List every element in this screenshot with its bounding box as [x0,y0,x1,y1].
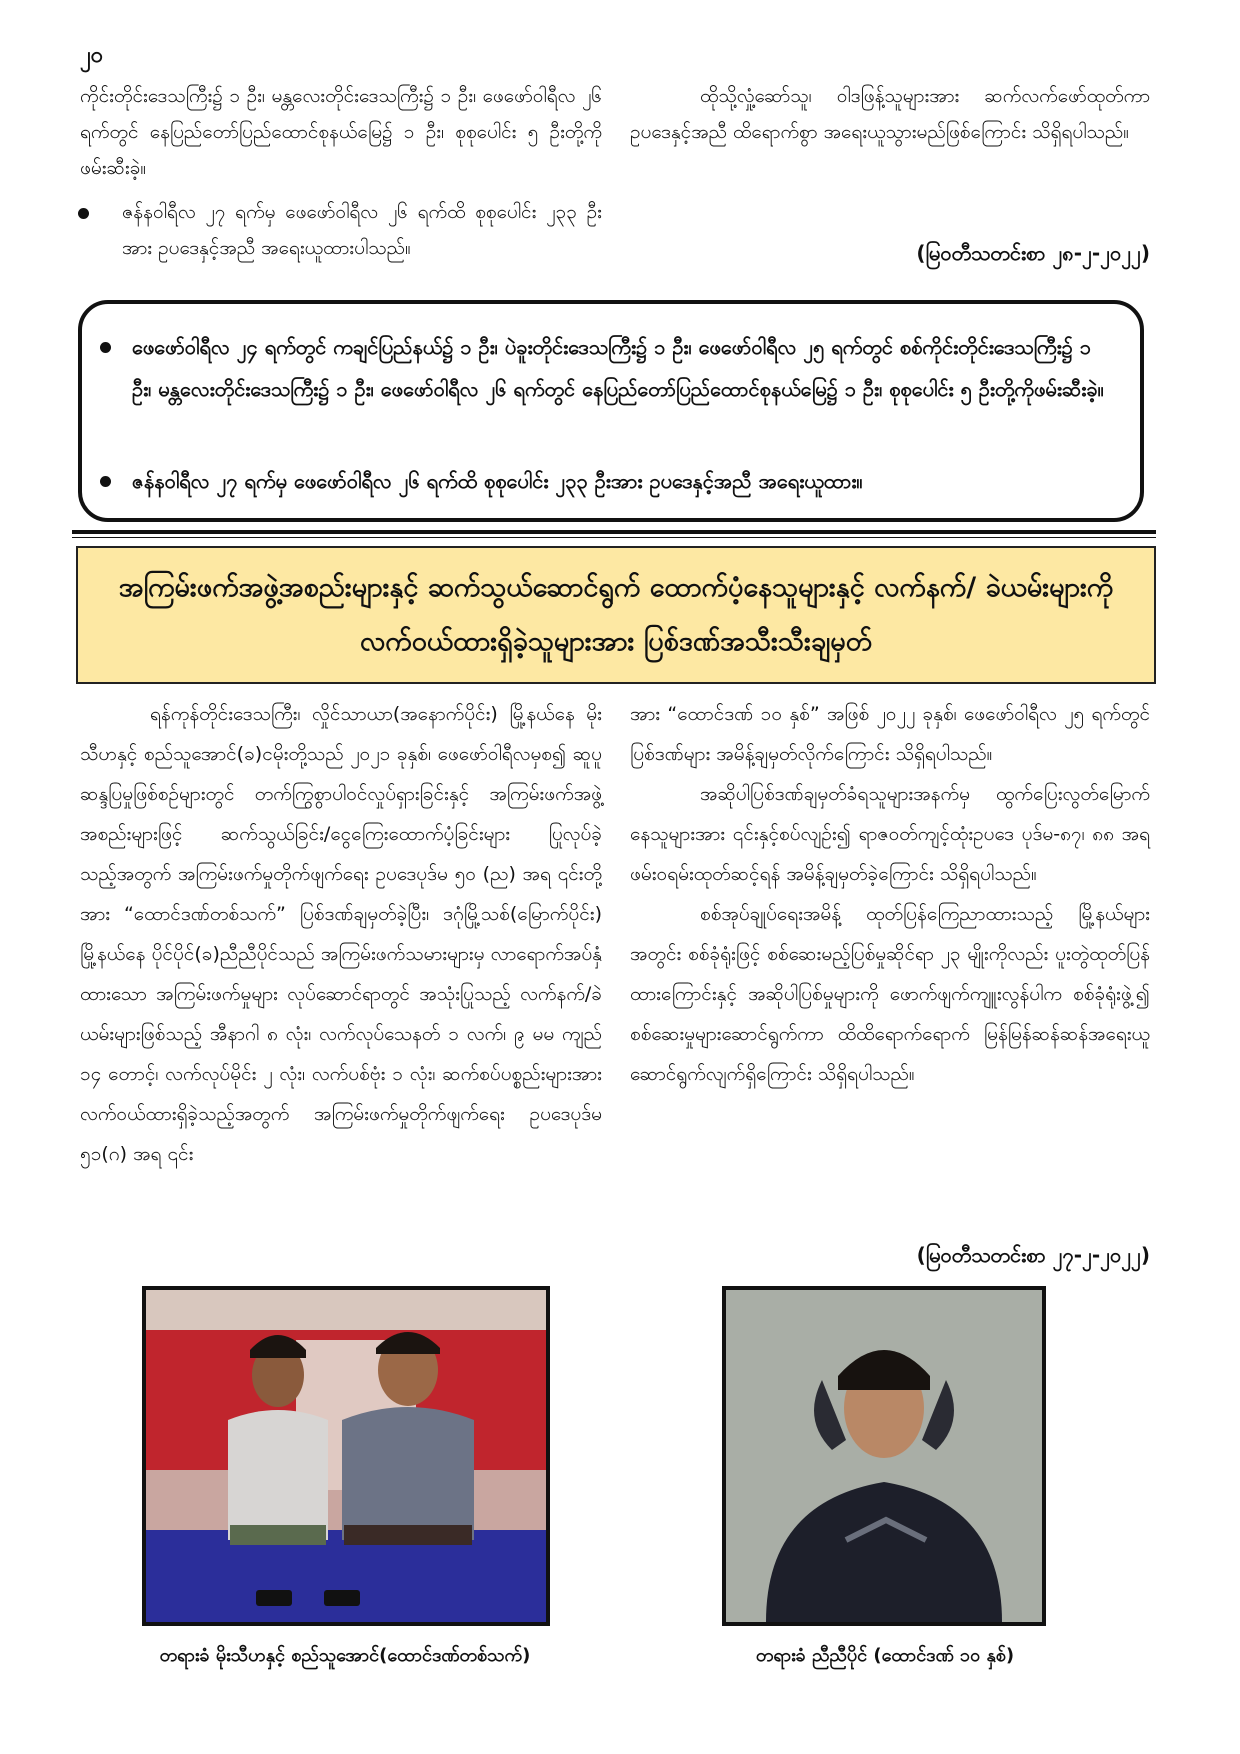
summary-box [78,300,1144,522]
top-left-bullet-text: ဇန်နဝါရီလ ၂၇ ရက်မှ ဖေဖော်ဝါရီလ ၂၆ ရက်ထိ စုစုပေါင်း ၂၃၃ ဦးအား ဥပဒေနှင့်အညီ အရေးယူထားပါသည်။ [122,201,602,259]
summary-bullet-1-text: ဖေဖော်ဝါရီလ ၂၄ ရက်တွင် ကချင်ပြည်နယ်၌ ၁ ဦး၊ ပဲခူးတိုင်းဒေသကြီး၌ ၁ ဦး၊ ဖေဖော်ဝါရီလ ၂၅ ရက်တွင် စစ်ကိုင်းတိုင်းဒေသကြီး၌ ၁ ဦး၊ မန္တလေးတိုင်းဒေသကြီး၌ ၁ ဦး၊ ဖေဖော်ဝါရီလ ၂၆ ရက်တွင် နေပြည်တော်ပြည်ထောင်စုနယ်မြေ၌ ၁ ဦး၊ စုစုပေါင်း ၅ ဦးတို့ကိုဖမ်းဆီးခဲ့။ [132,335,1104,401]
caption-left: တရားခံ မိုးသီဟနှင့် စည်သူအောင်(ထောင်ဒဏ်တစ်သက်) [159,1645,531,1666]
bullet-dot [100,476,111,487]
top-right-paragraph: ထိုသို့လှုံ့ဆော်သူ၊ ဝါဒဖြန့်သူများအား ဆက်လက်ဖော်ထုတ်ကာ ဥပဒေနှင့်အညီ ထိရောက်စွာ အရေးယူသွားမည်ဖြစ်ကြောင်း သိရှိရပါသည်။ [630,85,1150,143]
article-left-text: ရန်ကုန်တိုင်းဒေသကြီး၊ လှိုင်သာယာ(အနောက်ပိုင်း) မြို့နယ်နေ မိုးသီဟနှင့် စည်သူအောင်(ခ)ငမိုးတို့သည် ၂၀၂၁ ခုနှစ်၊ ဖေဖော်ဝါရီလမှစ၍ ဆူပူဆန္ဒပြမှုဖြစ်စဉ်များတွင် တက်ကြွစွာပါဝင်လှုပ်ရှားခြင်းနှင့် အကြမ်းဖက်အဖွဲ့အစည်းများဖြင့် ဆက်သွယ်ခြင်း/ငွေကြေးထောက်ပံ့ခြင်းများ ပြုလုပ်ခဲ့သည့်အတွက် အကြမ်းဖက်မှုတိုက်ဖျက်ရေး ဥပဒေပုဒ်မ ၅၀ (ည) အရ ၎င်းတို့အား “ထောင်ဒဏ်တစ်သက်” ပြစ်ဒဏ်ချမှတ်ခဲ့ပြီး၊ ဒဂုံမြို့သစ်(မြောက်ပိုင်း) မြို့နယ်နေ ပိုင်ပိုင်(ခ)ညီညီပိုင်သည် အကြမ်းဖက်သမားများမှ လာရောက်အပ်နှံထားသော အကြမ်းဖက်မှုများ လုပ်ဆောင်ရာတွင် အသုံးပြုသည့် လက်နက်/ခဲယမ်းများဖြစ်သည့် အီနာဂါ ၈ လုံး၊ လက်လုပ်သေနတ် ၁ လက်၊ ၉ မမ ကျည် ၁၄ တောင့်၊ လက်လုပ်မိုင်း ၂ လုံး၊ လက်ပစ်ဗုံး ၁ လုံး၊ ဆက်စပ်ပစ္စည်းများအား လက်ဝယ်ထားရှိခဲ့သည့်အတွက် အကြမ်းဖက်မှုတိုက်ဖျက်ရေး ဥပဒေပုဒ်မ ၅၁(ဂ) အရ ၎င်း [80,703,602,1165]
photo-defendant-illustration [726,1290,1042,1622]
divider-thick [72,530,1156,534]
top-left-paragraph: ကိုင်းတိုင်းဒေသကြီး၌ ၁ ဦး၊ မန္တလေးတိုင်းဒေသကြီး၌ ၁ ဦး၊ ဖေဖော်ဝါရီလ ၂၆ ရက်တွင် နေပြည်တော်ပြည်ထောင်စုနယ်မြေ၌ ၁ ဦး၊ စုစုပေါင်း ၅ ဦးတို့ကိုဖမ်းဆီးခဲ့။ [80,85,602,179]
bullet-dot [100,342,111,353]
top-source: (မြဝတီသတင်းစာ ၂၈-၂-၂၀၂၂) [916,241,1150,265]
summary-bullet-2-text: ဇန်နဝါရီလ ၂၇ ရက်မှ ဖေဖော်ဝါရီလ ၂၆ ရက်ထိ စုစုပေါင်း ၂၃၃ ဦးအား ဥပဒေနှင့်အညီ အရေးယူထား။ [132,469,863,493]
article-right-para-1: အား “ထောင်ဒဏ် ၁၀ နှစ်” အဖြစ် ၂၀၂၂ ခုနှစ်၊ ဖေဖော်ဝါရီလ ၂၅ ရက်တွင် ပြစ်ဒဏ်များ အမိန့်ချမှတ်လိုက်ကြောင်း သိရှိရပါသည်။ [630,703,1150,765]
photo-defendant [722,1286,1046,1626]
article-left-column [80,694,602,1174]
divider-thin [72,537,1156,538]
bullet-dot [78,208,89,219]
photo-two-defendants-illustration [146,1290,546,1622]
article-right-para-3: စစ်အုပ်ချုပ်ရေးအမိန့် ထုတ်ပြန်ကြေညာထားသည့် မြို့နယ်များအတွင်း စစ်ခုံရုံးဖြင့် စစ်ဆေးမည့်ပြစ်မှုဆိုင်ရာ ၂၃ မျိုးကိုလည်း ပူးတွဲထုတ်ပြန်ထားကြောင်းနှင့် အဆိုပါပြစ်မှုများကို ဖောက်ဖျက်ကျူးလွန်ပါက စစ်ခုံရုံးဖွဲ့၍ စစ်ဆေးမှုများဆောင်ရွက်ကာ ထိထိရောက်ရောက် မြန်မြန်ဆန်ဆန်အရေးယူဆောင်ရွက်လျက်ရှိကြောင်း သိရှိရပါသည်။ [630,903,1150,1085]
summary-bullet-2 [132,460,1110,502]
article-right-para-2: အဆိုပါပြစ်ဒဏ်ချမှတ်ခံရသူများအနက်မှ ထွက်ပြေးလွတ်မြောက်နေသူများအား ၎င်းနှင့်စပ်လျဉ်း၍ ရာဇဝတ်ကျင့်ထုံးဥပဒေ ပုဒ်မ-၈၇၊ ၈၈ အရ ဖမ်းဝရမ်းထုတ်ဆင့်ရန် အမိန့်ချမှတ်ခဲ့ကြောင်း သိရှိရပါသည်။ [630,783,1150,885]
article-right-column [630,694,1150,1094]
summary-bullet-1 [132,326,1110,410]
page-number: ၂၀ [80,43,104,68]
photo-two-defendants [142,1286,550,1626]
top-left-column [80,78,602,266]
article-headline: အကြမ်းဖက်အဖွဲ့အစည်းများနှင့် ဆက်သွယ်ဆောင်ရွက် ထောက်ပံ့နေသူများနှင့် လက်နက်/ ခဲယမ်းများကို လက်ဝယ်ထားရှိခဲ့သူများအား ပြစ်ဒဏ်အသီးသီးချမှတ် [76,546,1156,684]
caption-right: တရားခံ ညီညီပိုင် (ထောင်ဒဏ် ၁၀ နှစ်) [755,1645,1015,1666]
top-left-bullet [80,194,602,266]
top-right-column [630,78,1150,150]
article-source: (မြဝတီသတင်းစာ ၂၇-၂-၂၀၂၂) [916,1243,1150,1267]
